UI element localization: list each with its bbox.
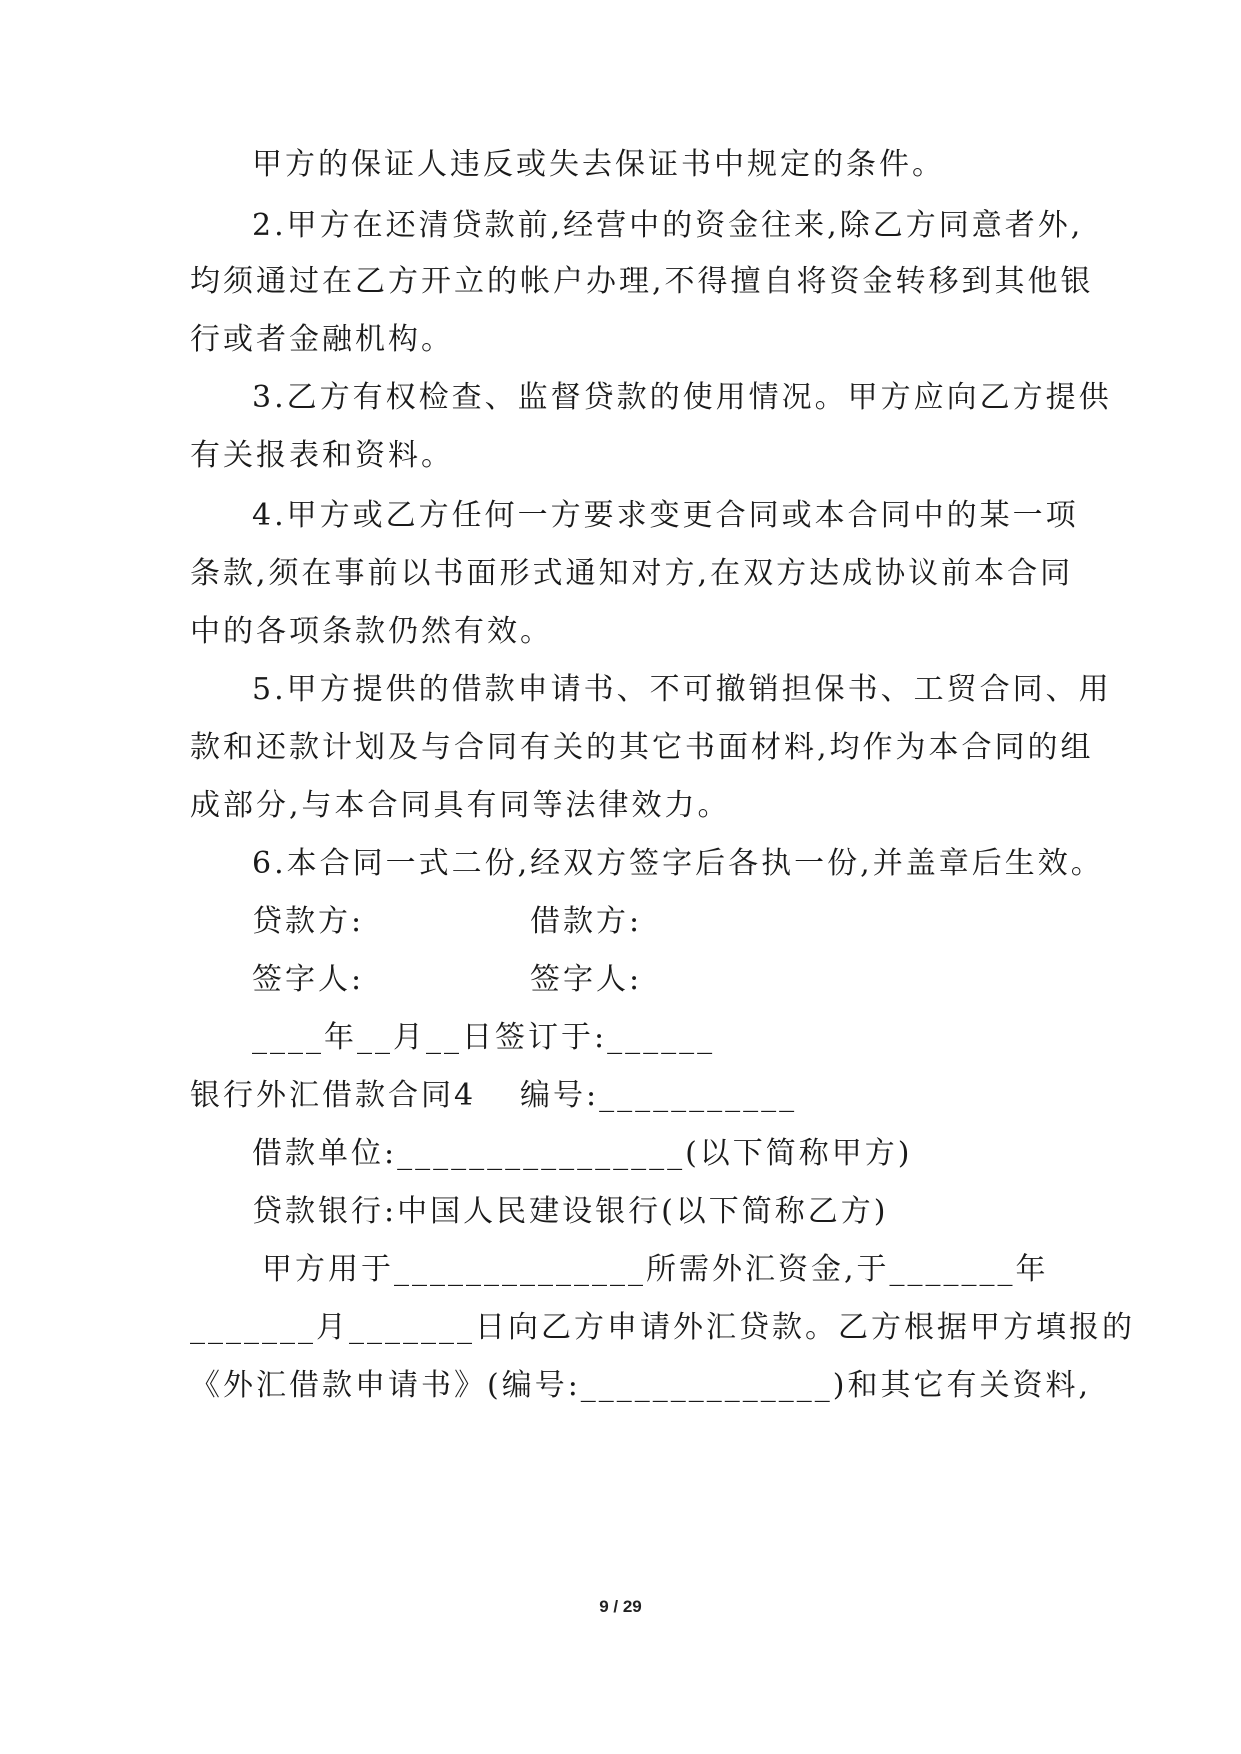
contract-title: 银行外汇借款合同4: [190, 1078, 477, 1113]
paragraph-line: 中的各项条款仍然有效。: [190, 614, 553, 649]
borrower-unit-field: 借款单位:________________(以下简称甲方): [252, 1136, 913, 1171]
paragraph-line: _______月_______日向乙方申请外汇贷款。乙方根据甲方填报的: [190, 1310, 1135, 1345]
borrower-label: 借款方:: [530, 904, 643, 939]
clause-2-line: 2.甲方在还清贷款前,经营中的资金往来,除乙方同意者外,: [252, 208, 1084, 243]
borrower-signatory-label: 签字人:: [530, 962, 643, 997]
paragraph-line: 《外汇借款申请书》(编号:______________)和其它有关资料,: [190, 1368, 1092, 1403]
lender-label: 贷款方:: [252, 904, 365, 939]
contract-number-field: 编号:___________: [520, 1078, 798, 1113]
clause-6-line: 6.本合同一式二份,经双方签字后各执一份,并盖章后生效。: [252, 846, 1104, 881]
paragraph-line: 均须通过在乙方开立的帐户办理,不得擅自将资金转移到其他银: [190, 264, 1094, 299]
paragraph-line: 行或者金融机构。: [190, 322, 454, 357]
paragraph-line: 条款,须在事前以书面形式通知对方,在双方达成协议前本合同: [190, 556, 1074, 591]
paragraph-line: 甲方用于______________所需外汇资金,于_______年: [262, 1252, 1049, 1287]
lender-signatory-label: 签字人:: [252, 962, 365, 997]
paragraph-line: 甲方的保证人违反或失去保证书中规定的条件。: [252, 147, 945, 182]
clause-5-line: 5.甲方提供的借款申请书、不可撤销担保书、工贸合同、用: [252, 672, 1112, 707]
paragraph-line: 成部分,与本合同具有同等法律效力。: [190, 788, 731, 823]
clause-3-line: 3.乙方有权检查、监督贷款的使用情况。甲方应向乙方提供: [252, 380, 1112, 415]
lending-bank-field: 贷款银行:中国人民建设银行(以下简称乙方): [252, 1194, 889, 1229]
page-number: 9 / 29: [599, 1597, 642, 1616]
paragraph-line: 款和还款计划及与合同有关的其它书面材料,均作为本合同的组: [190, 730, 1094, 765]
clause-4-line: 4.甲方或乙方任何一方要求变更合同或本合同中的某一项: [252, 498, 1079, 533]
signing-date-line: ____年__月__日签订于:______: [252, 1020, 716, 1055]
paragraph-line: 有关报表和资料。: [190, 438, 454, 473]
